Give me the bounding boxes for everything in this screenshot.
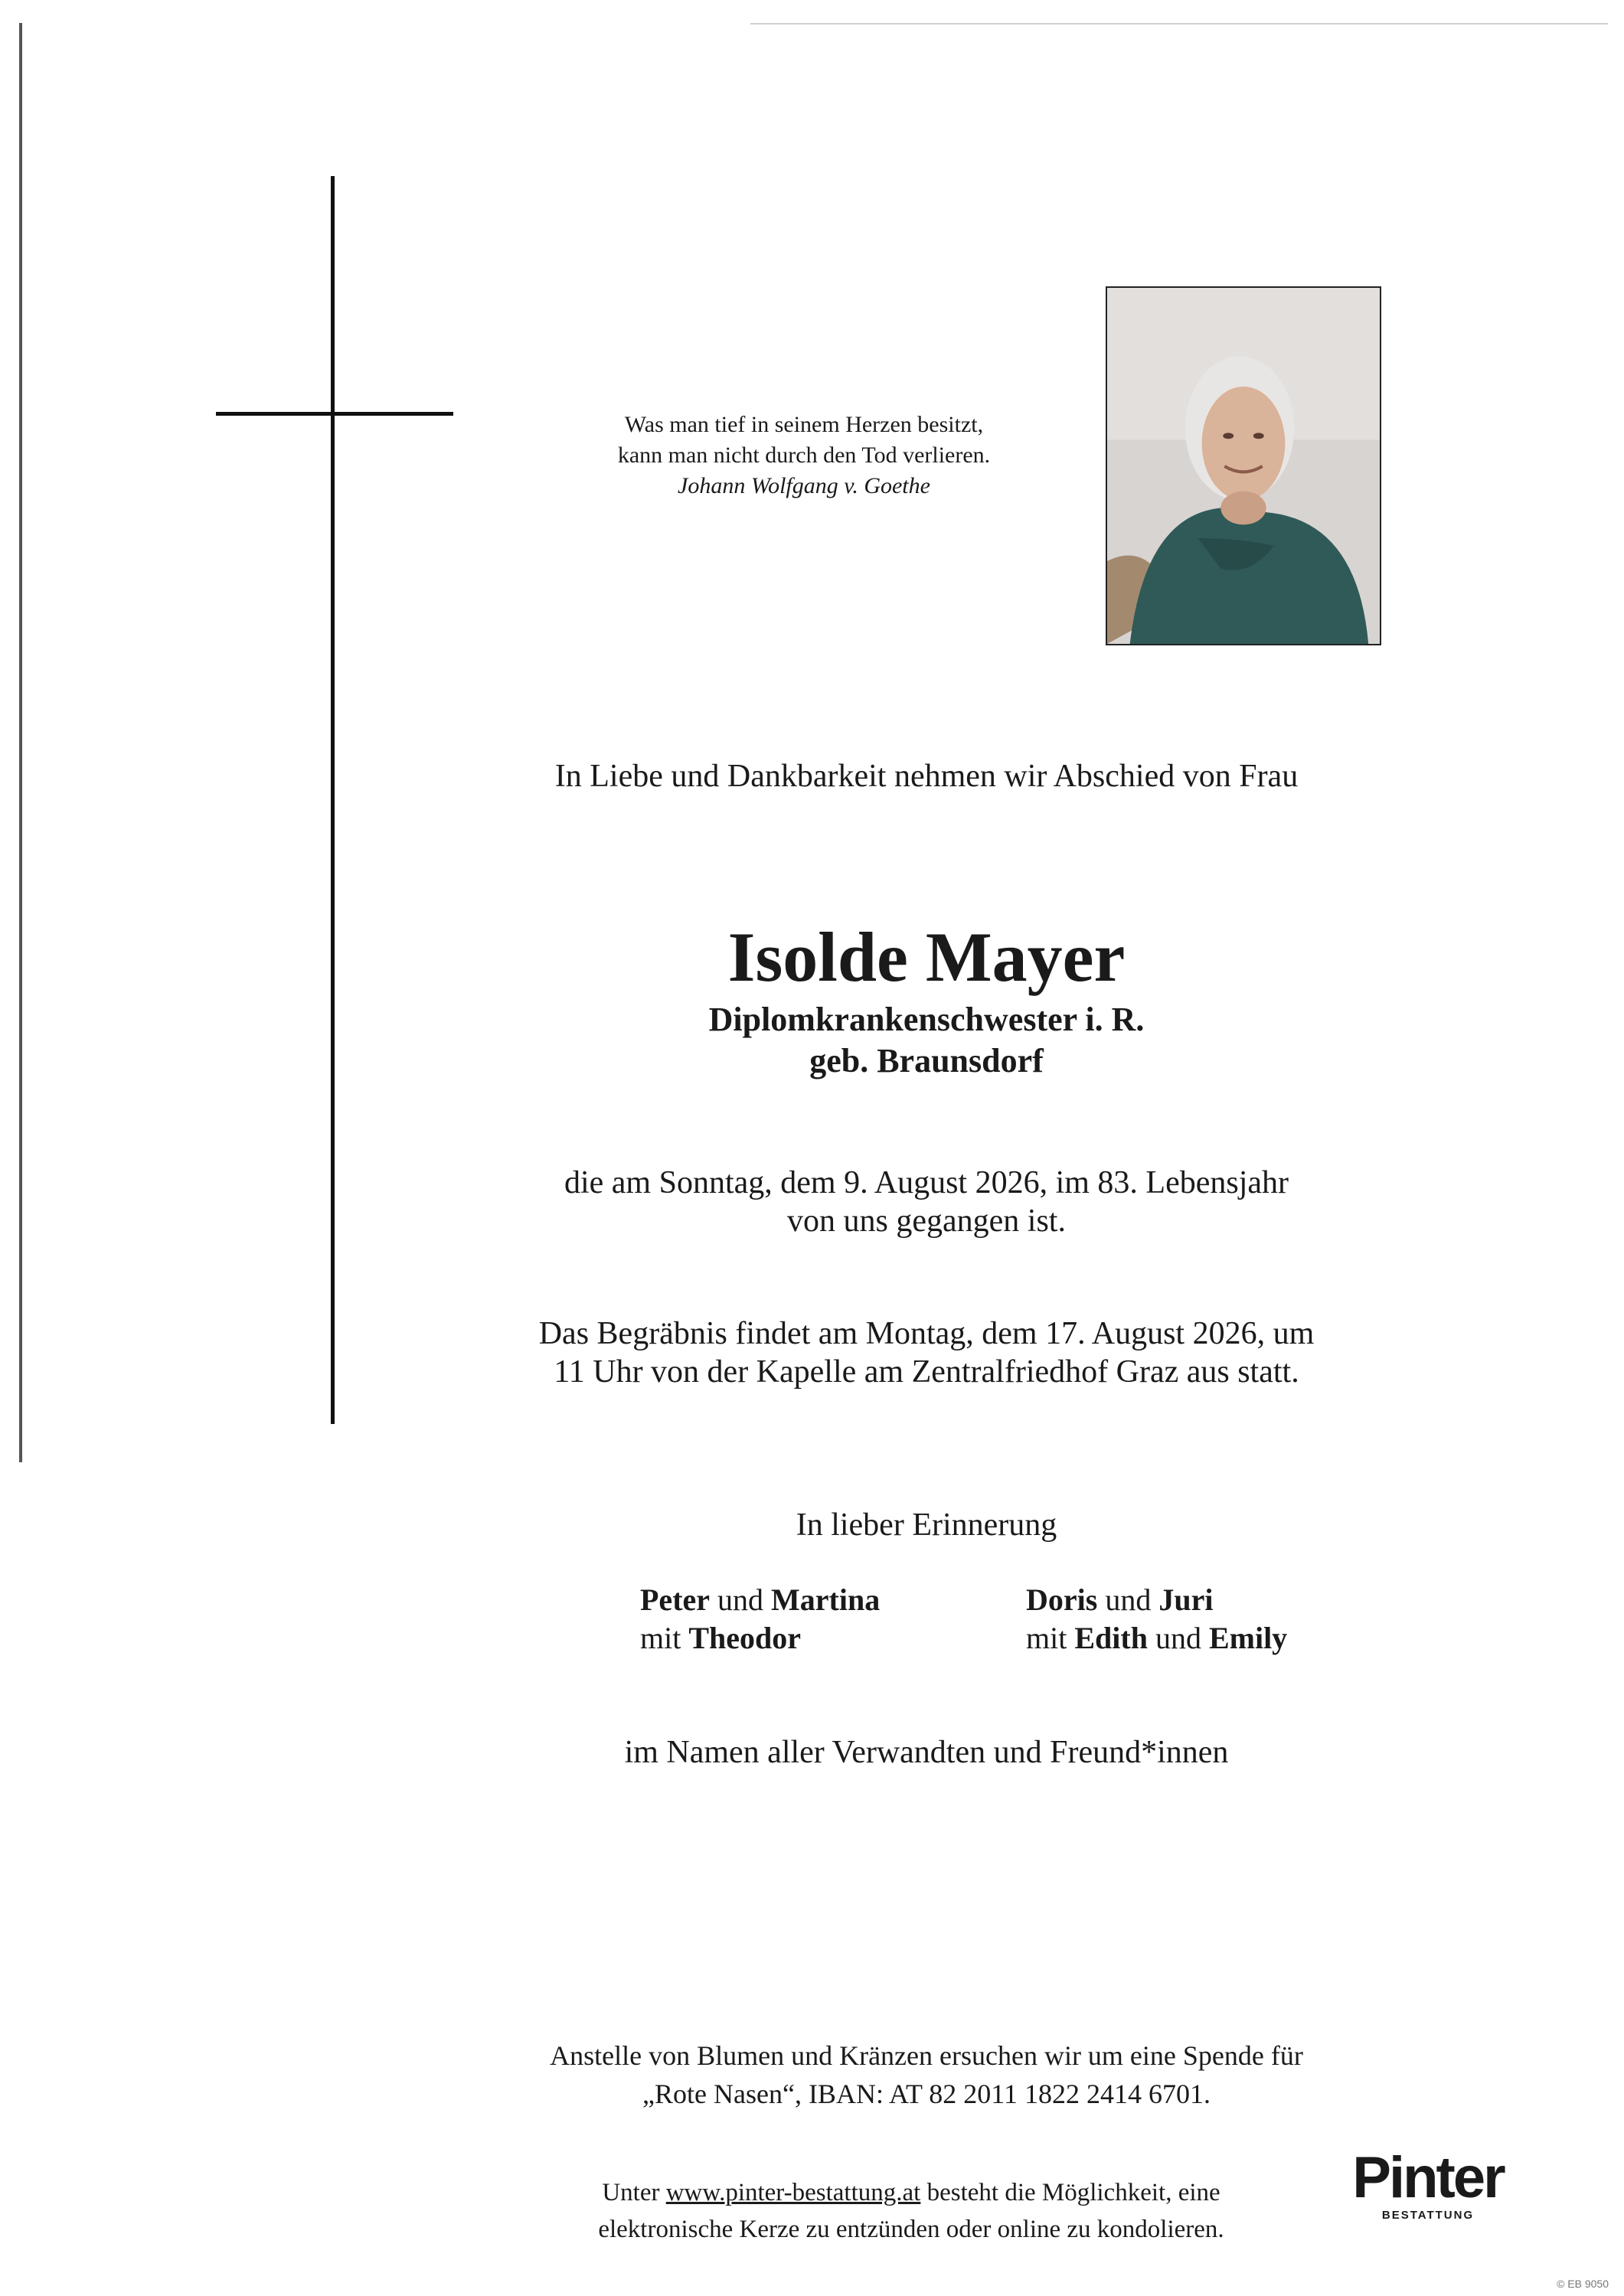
family-connector: mit: [1026, 1621, 1067, 1655]
family-name: Peter: [640, 1582, 711, 1617]
family-connector: und: [1105, 1582, 1152, 1617]
funeral-notice: [429, 1315, 1424, 1391]
scan-edge-left: [19, 23, 22, 1462]
family-connector: und: [1155, 1621, 1201, 1655]
online-condolence: [521, 2174, 1302, 2248]
family-name: Emily: [1208, 1621, 1288, 1655]
death-line-2: von uns gegangen ist.: [787, 1204, 1066, 1239]
cross-vertical-bar: [331, 176, 335, 1424]
online-suffix: besteht die Möglichkeit, eine: [926, 2179, 1220, 2206]
logo-tagline: BESTATTUNG: [1381, 2209, 1475, 2222]
family-group-1: [640, 1581, 880, 1657]
website-link[interactable]: www.pinter-bestattung.at: [665, 2179, 921, 2206]
deceased-title: Diplomkrankenschwester i. R.: [708, 1001, 1145, 1038]
family-group-2-parents: [1026, 1581, 1287, 1619]
deceased-details: [429, 999, 1424, 1082]
family-group-1-parents: [640, 1581, 880, 1619]
portrait-photo: [1106, 286, 1381, 645]
family-connector: mit: [640, 1621, 681, 1655]
intro-line: In Liebe und Dankbarkeit nehmen wir Abschied von Frau: [554, 759, 1299, 794]
scan-edge-top: [750, 23, 1608, 24]
funeral-line-2: 11 Uhr von der Kapelle am Zentralfriedhof Graz aus statt.: [554, 1354, 1299, 1390]
online-prefix: Unter: [602, 2179, 660, 2206]
online-line-2: elektronische Kerze zu entzünden oder online zu kondolieren.: [598, 2216, 1224, 2243]
family-name: Martina: [771, 1582, 881, 1617]
death-line-1: die am Sonntag, dem 9. August 2026, im 83. Lebensjahr: [564, 1165, 1289, 1200]
online-line-1: [521, 2174, 1302, 2211]
quote-line-1: Was man tief in seinem Herzen besitzt,: [624, 412, 984, 437]
family-group-2-children: [1026, 1619, 1287, 1657]
print-code: © EB 9050: [1557, 2278, 1609, 2290]
death-notice: [429, 1164, 1424, 1240]
on-behalf-line: im Namen aller Verwandten und Freund*innen: [624, 1735, 1229, 1770]
family-name: Doris: [1026, 1582, 1098, 1617]
goethe-quote: [536, 410, 1072, 501]
family-group-2: [1026, 1581, 1287, 1657]
family-group-1-children: [640, 1619, 880, 1657]
pinter-logo: [1336, 2147, 1520, 2222]
funeral-line-1: Das Begräbnis findet am Montag, dem 17. August 2026, um: [538, 1316, 1315, 1351]
cross-horizontal-bar: [216, 412, 453, 416]
family-connector: und: [717, 1582, 764, 1617]
logo-brand: Pinter: [1352, 2145, 1504, 2210]
family-name: Edith: [1074, 1621, 1148, 1655]
family-name: Juri: [1158, 1582, 1214, 1617]
quote-line-2: kann man nicht durch den Tod verlieren.: [617, 443, 991, 468]
donation-request: [429, 2036, 1424, 2113]
family-name: Theodor: [688, 1621, 802, 1655]
quote-author: Johann Wolfgang v. Goethe: [678, 473, 930, 498]
memory-heading: In lieber Erinnerung: [796, 1507, 1057, 1543]
donation-line-2: „Rote Nasen“, IBAN: AT 82 2011 1822 2414 6701.: [642, 2079, 1211, 2109]
donation-line-1: Anstelle von Blumen und Kränzen ersuchen wir um eine Spende für: [550, 2040, 1303, 2071]
deceased-name: Isolde Mayer: [727, 918, 1126, 996]
deceased-birth-name: geb. Braunsdorf: [809, 1042, 1044, 1079]
